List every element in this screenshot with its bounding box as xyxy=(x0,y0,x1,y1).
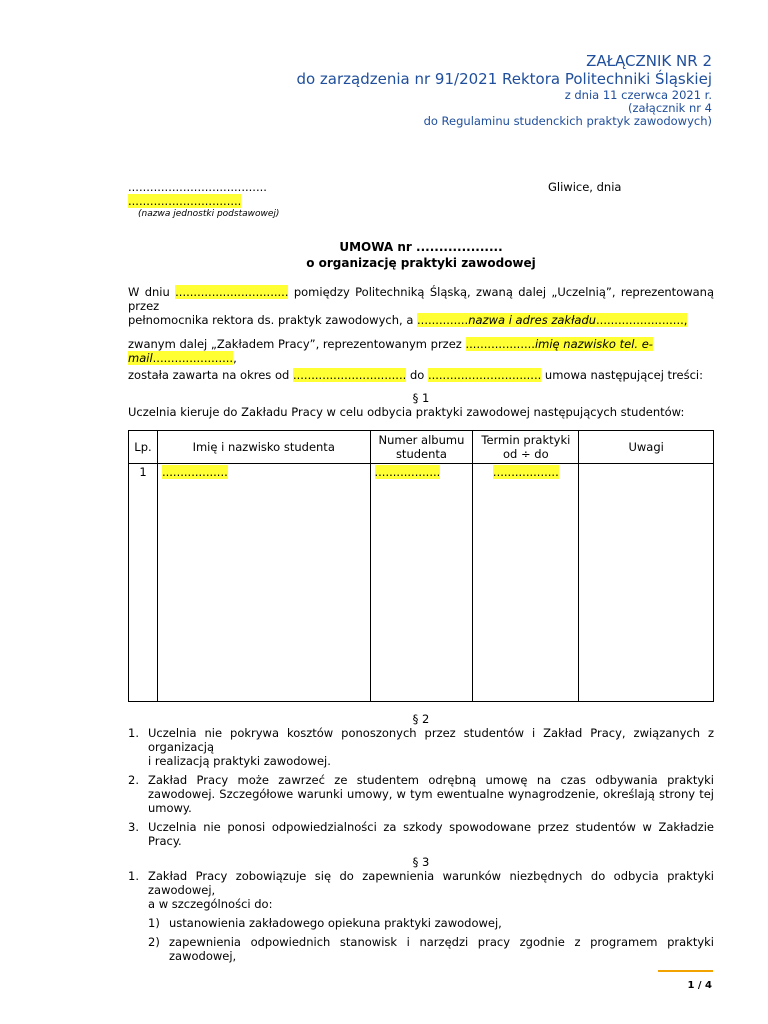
place-date-label: Gliwice, dnia xyxy=(548,180,622,194)
agreement-title: o organizację praktyki zawodowej xyxy=(306,256,536,270)
ordinance-reference: do zarządzenia nr 91/2021 Rektora Politechniki Śląskiej xyxy=(296,70,712,88)
list-item xyxy=(128,820,714,848)
footer-divider xyxy=(658,970,713,972)
representative-placeholder: imię nazwisko tel. e-mail xyxy=(128,337,653,365)
intro-paragraph-3 xyxy=(128,337,714,365)
period-from-field[interactable]: ............................... xyxy=(292,368,407,382)
column-header-name: Imię i nazwisko studenta xyxy=(157,431,370,464)
company-field[interactable] xyxy=(417,313,687,327)
dots: ........................, xyxy=(596,313,688,327)
annex-reference: (załącznik nr 4 xyxy=(627,101,712,115)
intro-paragraph-1 xyxy=(128,285,714,313)
sub-list-text: zapewnienia odpowiednich stanowisk i narzędzi pracy zgodnie z programem praktyki zawodowej, xyxy=(169,935,714,963)
agreement-number: UMOWA nr ................... xyxy=(339,240,503,254)
album-number-cell[interactable] xyxy=(370,464,473,702)
intro-paragraph-2 xyxy=(128,313,714,327)
intro-text: umowa następującej treści: xyxy=(544,368,703,382)
unit-caption: (nazwa jednostki podstawowej) xyxy=(138,209,280,219)
column-header-notes: Uwagi xyxy=(579,431,714,464)
table-header-row xyxy=(129,431,714,464)
list-text: Uczelnia nie ponosi odpowiedzialności za szkody spowodowane przez studentów w Zakładzie Pracy. xyxy=(148,820,714,848)
ordinance-date: z dnia 11 czerwca 2021 r. xyxy=(564,88,712,102)
table-row xyxy=(129,464,714,702)
list-number: 1. xyxy=(128,869,139,883)
column-header-lp: Lp. xyxy=(129,431,158,464)
notes-cell[interactable] xyxy=(579,464,714,702)
page-number: 1 / 4 xyxy=(687,980,712,991)
regulation-reference: do Regulaminu studenckich praktyk zawodowych) xyxy=(423,114,712,128)
sub-list-text: ustanowienia zakładowego opiekuna praktyki zawodowej, xyxy=(169,916,502,930)
dots: .............. xyxy=(417,313,469,327)
sub-list-number: 2) xyxy=(148,935,160,949)
list-item xyxy=(128,869,714,963)
section-1-symbol: § 1 xyxy=(412,391,430,405)
student-name-cell[interactable] xyxy=(157,464,370,702)
intro-text: została zawarta na okres od xyxy=(128,368,290,382)
agreement-date-field[interactable]: ............................... xyxy=(175,285,289,299)
list-text: Uczelnia nie pokrywa kosztów ponoszonych przez studentów i Zakład Pracy, związanych z organizacją xyxy=(148,726,714,754)
list-text: i realizacją praktyki zawodowej. xyxy=(148,754,331,768)
list-item xyxy=(128,773,714,815)
column-header-album: Numer albumu studenta xyxy=(370,431,473,464)
punctuation: , xyxy=(233,351,237,365)
student-name-field[interactable]: .................. xyxy=(161,465,228,479)
section-2-symbol: § 2 xyxy=(412,712,430,726)
list-number: 2. xyxy=(128,773,139,787)
students-table xyxy=(128,430,714,702)
dots: ...................... xyxy=(152,351,234,365)
sub-list-number: 1) xyxy=(148,916,160,930)
section-1-text: Uczelnia kieruje do Zakładu Pracy w celu odbycia praktyki zawodowej następujących studentów: xyxy=(128,405,685,419)
sub-list-item xyxy=(148,935,714,963)
dots: ................... xyxy=(465,337,535,351)
list-number: 3. xyxy=(128,820,139,834)
term-cell[interactable] xyxy=(473,464,579,702)
intro-text: pomiędzy Politechniką Śląską, zwaną dalej „Uczelnią”, reprezentowaną przez xyxy=(128,285,715,313)
album-number-field[interactable]: .................. xyxy=(374,465,441,479)
column-header-term: Termin praktyki od ÷ do xyxy=(473,431,579,464)
attachment-title: ZAŁĄCZNIK NR 2 xyxy=(586,52,712,70)
period-to-field[interactable]: ............................... xyxy=(427,368,542,382)
list-text: Zakład Pracy zobowiązuje się do zapewnienia warunków niezbędnych do odbycia praktyki zawodowej, xyxy=(148,869,714,897)
list-text: Zakład Pracy może zawrzeć ze studentem odrębną umowę na czas odbywania praktyki zawodowej. Szczegółowe warunki umowy, w tym ewentualne wynagrodzenie, określają strony tej umowy. xyxy=(148,773,714,815)
section-3-list xyxy=(128,869,714,963)
unit-dots: ...................................... xyxy=(128,180,267,194)
list-item xyxy=(128,726,714,768)
row-number: 1 xyxy=(129,464,158,702)
intro-text: do xyxy=(409,368,425,382)
intro-text: W dniu xyxy=(128,285,170,299)
section-2-list xyxy=(128,726,714,848)
section-3-symbol: § 3 xyxy=(412,855,430,869)
company-placeholder: nazwa i adres zakładu xyxy=(468,313,597,327)
list-number: 1. xyxy=(128,726,139,740)
intro-paragraph-4 xyxy=(128,368,714,382)
term-field[interactable]: .................. xyxy=(492,465,559,479)
intro-text: pełnomocnika rektora ds. praktyk zawodowych, a xyxy=(128,313,414,327)
sub-list-item xyxy=(148,916,714,930)
intro-text: zwanym dalej „Zakładem Pracy”, reprezentowanym przez xyxy=(128,337,462,351)
date-field[interactable]: ............................... xyxy=(128,194,242,208)
list-text: a w szczególności do: xyxy=(148,897,273,911)
